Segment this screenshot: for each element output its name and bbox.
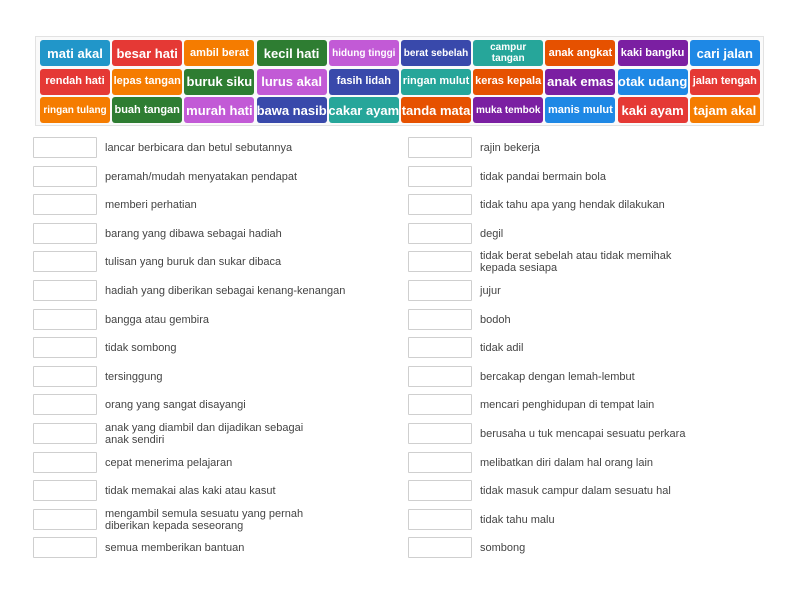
prompt-row [33,480,403,502]
answer-tile[interactable]: cari jalan [690,40,760,66]
prompt-text: bangga atau gembira [105,313,209,326]
prompt-row [33,337,403,359]
prompt-text: tidak pandai bermain bola [480,170,606,183]
answer-drop-box[interactable] [408,309,472,330]
prompt-row [33,194,403,216]
answer-drop-box[interactable] [408,137,472,158]
answer-tile[interactable]: hidung tinggi [329,40,399,66]
answer-tile[interactable]: lepas tangan [112,69,182,95]
answer-tile[interactable]: rendah hati [40,69,110,95]
prompt-row [33,509,403,531]
answer-drop-box[interactable] [408,480,472,501]
prompt-row [33,251,403,273]
prompt-text: bercakap dengan lemah-lembut [480,370,635,383]
prompt-text: tidak masuk campur dalam sesuatu hal [480,485,671,498]
answer-tile[interactable]: bawa nasib [257,97,327,123]
prompt-text: tidak memakai alas kaki atau kasut [105,485,276,498]
prompt-text: hadiah yang diberikan sebagai kenang-kenangan [105,285,346,297]
answer-tile[interactable]: muka tembok [473,97,543,123]
prompt-text: peramah/mudah menyatakan pendapat [105,170,298,183]
answer-tile[interactable]: otak udang [618,69,688,95]
answer-drop-box[interactable] [408,194,472,215]
prompt-row [408,366,778,388]
answer-tile[interactable]: tanda mata [401,97,471,123]
prompt-text: memberi perhatian [105,199,197,212]
prompt-row [33,452,403,474]
prompt-row [408,394,778,416]
answer-drop-box[interactable] [33,194,97,215]
prompt-text: tulisan yang buruk dan sukar dibaca [105,256,282,269]
prompt-row [33,423,403,445]
prompt-row [33,137,403,159]
answer-drop-box[interactable] [408,394,472,415]
answer-drop-box[interactable] [33,137,97,158]
prompt-text: anak yang diambil dan dijadikan sebagai anak sendiri [105,422,304,446]
answer-drop-box[interactable] [33,309,97,330]
answer-tile[interactable]: berat sebelah [401,40,471,66]
prompt-row [408,194,778,216]
prompt-row [408,423,778,445]
answer-drop-box[interactable] [33,166,97,187]
prompt-row [408,309,778,331]
answer-tile[interactable]: buruk siku [184,69,254,95]
prompt-text: tidak adil [480,342,524,355]
prompt-row [408,537,778,559]
answer-tile[interactable]: ringan tulang [40,97,110,123]
answer-drop-box[interactable] [33,394,97,415]
answer-tile[interactable]: lurus akal [257,69,327,95]
answer-tile[interactable]: kecil hati [257,40,327,66]
prompt-row [33,223,403,245]
prompt-text: tidak sombong [105,342,177,355]
prompt-row [33,166,403,188]
prompt-row [408,337,778,359]
prompt-row [408,509,778,531]
prompt-row [408,452,778,474]
answer-tile[interactable]: manis mulut [545,97,615,123]
answer-tile[interactable]: jalan tengah [690,69,760,95]
prompt-text: mengambil semula sesuatu yang pernah diberikan kepada seseorang [105,507,304,532]
answer-tile[interactable]: tajam akal [690,97,760,123]
prompt-row [33,394,403,416]
prompt-row [408,280,778,302]
answer-drop-box[interactable] [408,509,472,530]
prompt-text: berusaha u tuk mencapai sesuatu perkara [480,428,686,440]
prompt-row [33,537,403,559]
answer-drop-box[interactable] [408,452,472,473]
prompt-text: lancar berbicara dan betul sebutannya [105,142,293,154]
answer-tile[interactable]: mati akal [40,40,110,66]
answer-tile[interactable]: murah hati [184,97,254,123]
prompt-row [33,280,403,302]
answer-tile[interactable]: campur tangan [473,40,543,66]
answer-drop-box[interactable] [33,280,97,301]
prompt-text: barang yang dibawa sebagai hadiah [105,227,282,240]
answer-tile[interactable]: kaki bangku [618,40,688,66]
answer-tile[interactable]: fasih lidah [329,69,399,95]
prompt-text: tidak tahu apa yang hendak dilakukan [480,199,665,212]
prompt-text: bodoh [480,313,511,326]
answer-drop-box[interactable] [408,280,472,301]
answer-tile[interactable]: kaki ayam [618,97,688,123]
answer-drop-box[interactable] [33,337,97,358]
prompt-text: tidak berat sebelah atau tidak memihak kepada sesiapa [480,250,672,275]
answer-drop-box[interactable] [33,366,97,387]
prompt-text: cepat menerima pelajaran [105,456,233,469]
prompt-row [33,366,403,388]
answer-tile[interactable]: ambil berat [184,40,254,66]
prompt-text: melibatkan diri dalam hal orang lain [480,456,654,469]
prompt-text: orang yang sangat disayangi [105,399,246,412]
prompt-row [408,166,778,188]
answer-tile[interactable]: keras kepala [473,69,543,95]
answer-drop-box[interactable] [33,452,97,473]
answer-tile[interactable]: cakar ayam [329,97,399,123]
prompt-text: sombong [480,542,526,555]
answer-drop-box[interactable] [33,509,97,530]
prompt-text: rajin bekerja [480,142,540,154]
answer-drop-box[interactable] [33,423,97,444]
answer-drop-box[interactable] [408,251,472,272]
answer-drop-box[interactable] [408,166,472,187]
prompt-row [33,309,403,331]
prompt-row [408,251,778,273]
answer-drop-box[interactable] [33,251,97,272]
prompt-text: degil [480,227,504,240]
answer-tile[interactable]: anak emas [545,69,615,95]
prompt-row [408,137,778,159]
prompt-text: tersinggung [105,370,163,383]
answer-drop-box[interactable] [408,537,472,558]
answer-tile[interactable]: buah tangan [112,97,182,123]
prompt-text: mencari penghidupan di tempat lain [480,399,655,412]
tile-bank [35,36,764,126]
answer-drop-box[interactable] [408,223,472,244]
answer-drop-box[interactable] [33,223,97,244]
answer-tile[interactable]: besar hati [112,40,182,66]
prompt-text: tidak tahu malu [480,513,555,526]
answer-tile[interactable]: ringan mulut [401,69,471,95]
prompt-text: jujur [480,285,501,297]
answer-drop-box[interactable] [33,537,97,558]
answer-drop-box[interactable] [408,337,472,358]
prompt-text: semua memberikan bantuan [105,542,245,555]
prompt-row [408,223,778,245]
prompt-row [408,480,778,502]
answer-tile[interactable]: anak angkat [545,40,615,66]
answer-drop-box[interactable] [33,480,97,501]
answer-drop-box[interactable] [408,366,472,387]
answer-drop-box[interactable] [408,423,472,444]
